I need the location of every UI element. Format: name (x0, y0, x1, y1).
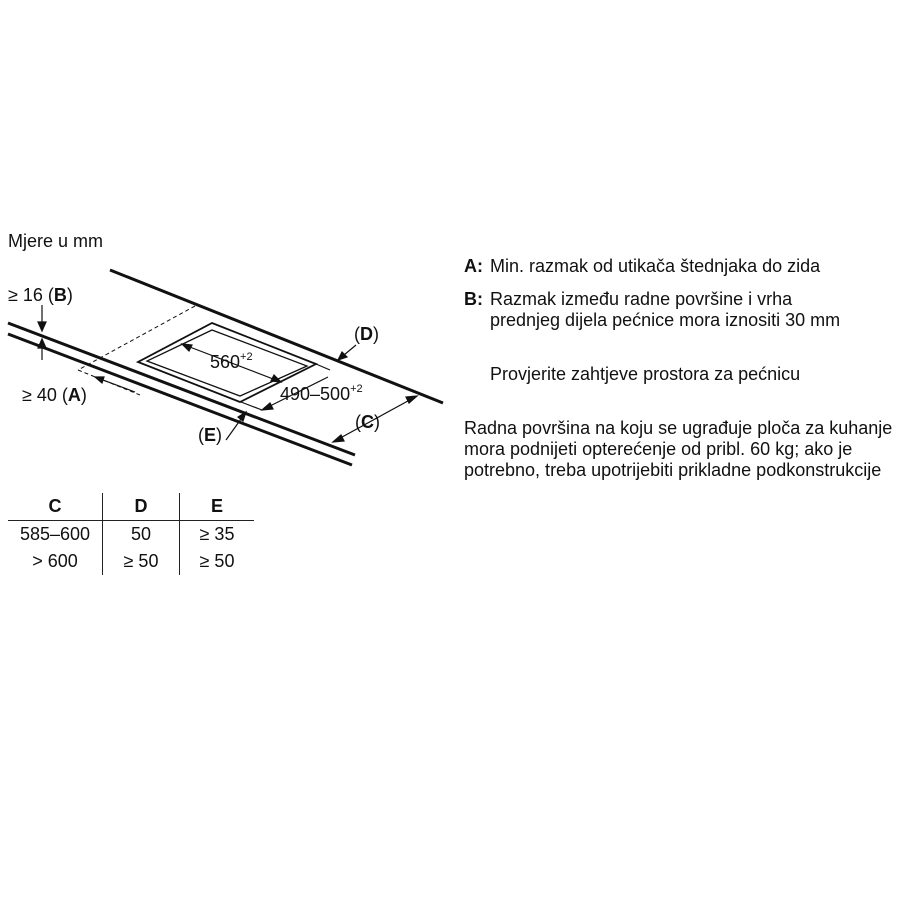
dim-depth-label: $490-500^{+2}$ (280, 383, 363, 404)
table-cell: 585–600 (8, 521, 103, 549)
clearance-table (8, 493, 254, 575)
dim-width-label: $560^{+2}$ (210, 351, 253, 372)
table-cell: > 600 (32, 551, 78, 571)
table-cell: ≥ 35 (180, 521, 255, 549)
dim-depth-arrow (262, 403, 273, 410)
note-b-key: B: (464, 289, 483, 309)
table-cell: 50 (103, 521, 180, 549)
label-a: ≥ 40 (A) (22, 385, 87, 405)
dim-depth-ext-2 (316, 364, 330, 370)
dim-b-arrow-bottom (38, 339, 46, 348)
table-header-c: C (48, 496, 62, 516)
units-label: Mjere u mm (8, 231, 104, 251)
cutout-projection-dashed (78, 306, 195, 370)
note-a-key: A: (464, 256, 483, 276)
dim-c-arrow-top (406, 396, 417, 403)
table-header-d: D (103, 493, 180, 521)
table-header-e: E (180, 493, 255, 521)
dim-depth-ext (241, 402, 262, 410)
dim-c-arrow-bottom (333, 435, 344, 442)
dim-b-arrow-top (38, 322, 46, 331)
dim-560-arrow-left (182, 344, 192, 351)
label-d: (D) (354, 324, 379, 344)
notes (464, 256, 894, 481)
note-load: Radna površina na koju se ugrađuje ploča za kuhanje mora podnijeti opterećenje od pribl. 60 kg; ako je potrebno, treba upotrijebiti prikladne podkonstrukcije (464, 418, 893, 480)
note-a (464, 256, 894, 277)
label-e: (E) (198, 425, 223, 445)
table-row (8, 521, 254, 549)
label-c: (C) (355, 412, 380, 432)
table-cell: ≥ 50 (180, 548, 255, 575)
table-header-row (8, 493, 254, 521)
note-b-text: Razmak između radne površine i vrha prednjeg dijela pećnice mora iznositi 30 mm (490, 289, 841, 330)
label-b: ≥ 16 (B) (8, 285, 73, 305)
table-row (8, 548, 254, 575)
table-cell: ≥ 50 (103, 548, 180, 575)
note-check-space: Provjerite zahtjeve prostora za pećnicu (490, 364, 801, 384)
note-a-text: Min. razmak od utikača štednjaka do zida (490, 256, 821, 276)
note-b (464, 289, 894, 331)
dim-a-arrow (95, 377, 104, 383)
